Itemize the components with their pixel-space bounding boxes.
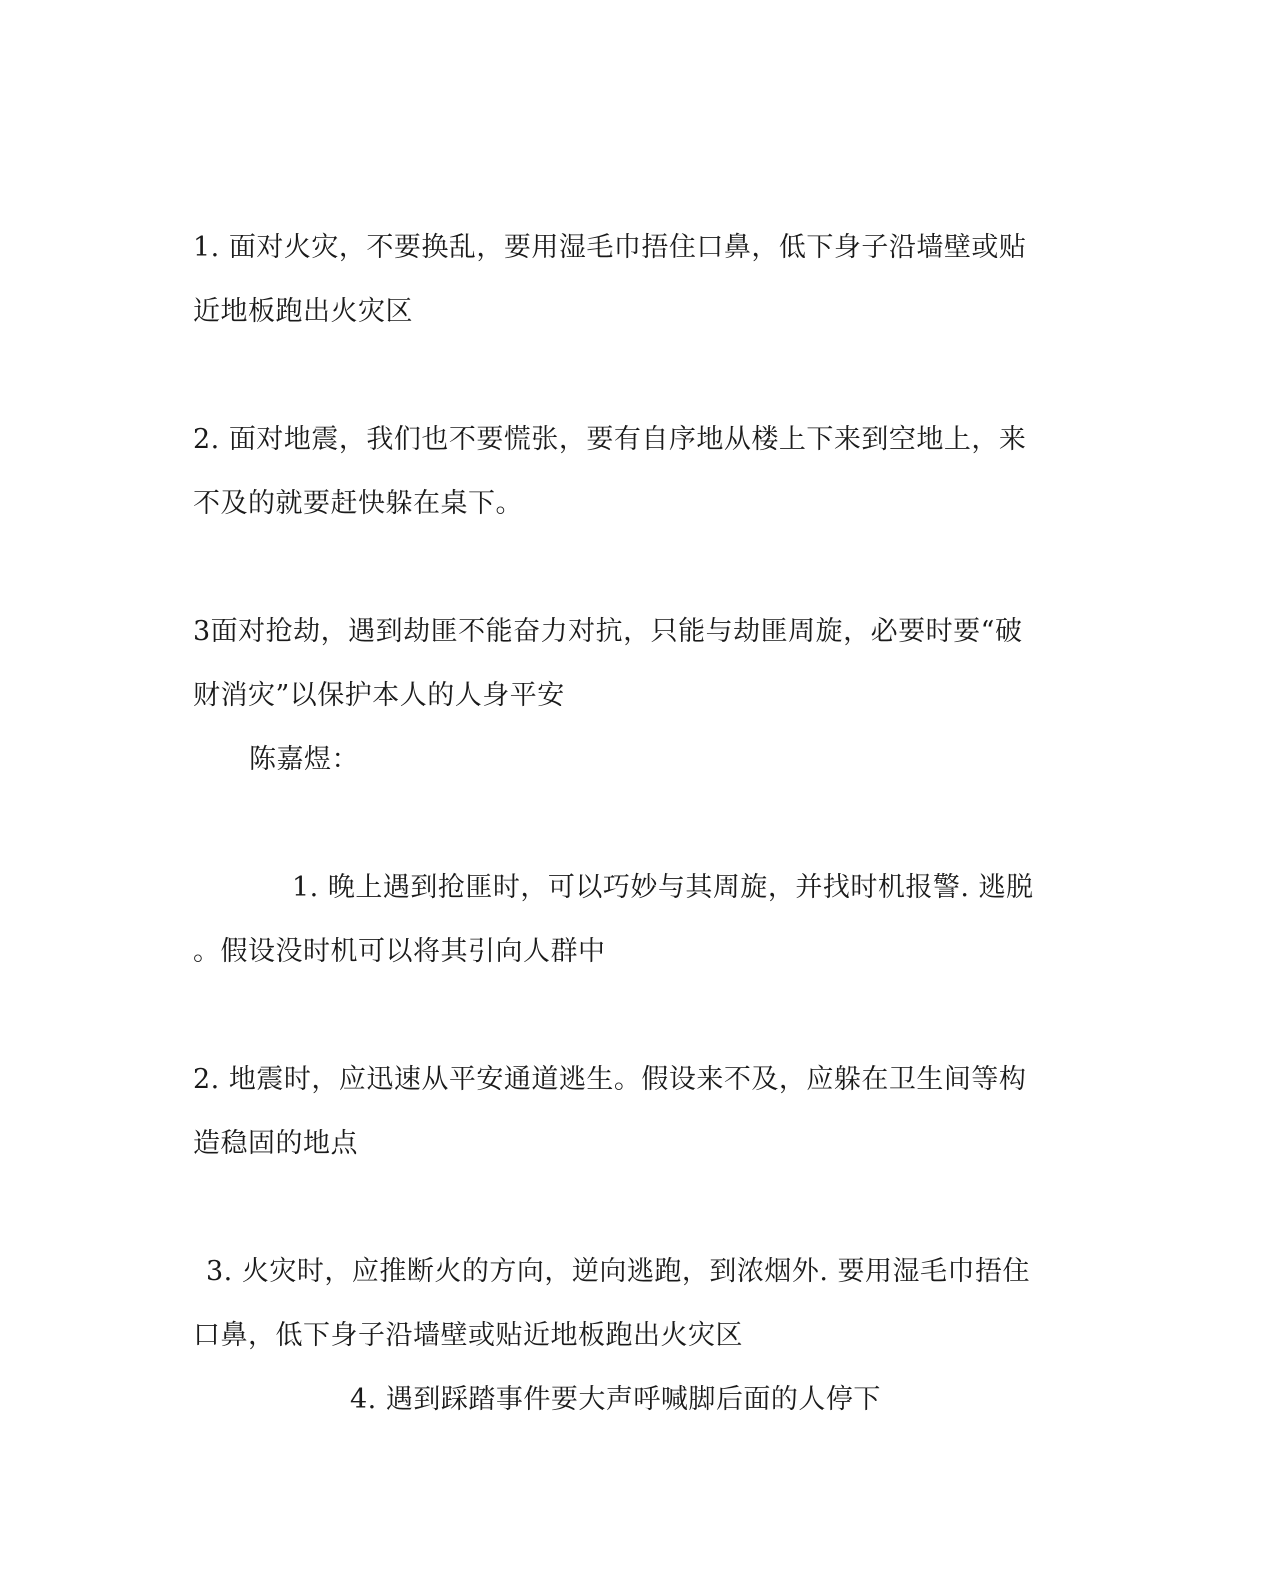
paragraph-2-line-2: 不及的就要赶快躲在桌下。 [193, 488, 523, 519]
paragraph-7-line-2: 口鼻，低下身子沿墙壁或贴近地板跑出火灾区 [193, 1320, 743, 1351]
paragraph-5-line-2: 。假设没时机可以将其引向人群中 [193, 936, 606, 967]
paragraph-3-line-1: 3面对抢劫，遇到劫匪不能奋力对抗，只能与劫匪周旋，必要时要“破 [193, 616, 1023, 647]
paragraph-7-line-1: 3. 火灾时，应推断火的方向，逆向逃跑，到浓烟外. 要用湿毛巾捂住 [206, 1256, 1031, 1287]
paragraph-1-line-1: 1. 面对火灾，不要换乱，要用湿毛巾捂住口鼻，低下身子沿墙壁或贴 [193, 232, 1027, 263]
paragraph-5-line-1: 1. 晚上遇到抢匪时，可以巧妙与其周旋，并找时机报警. 逃脱 [292, 872, 1034, 903]
author-name-line: 陈嘉煜： [249, 744, 359, 775]
paragraph-6-line-2: 造稳固的地点 [193, 1128, 358, 1159]
paragraph-6-line-1: 2. 地震时，应迅速从平安通道逃生。假设来不及，应躲在卫生间等构 [193, 1064, 1027, 1095]
paragraph-2-line-1: 2. 面对地震，我们也不要慌张，要有自序地从楼上下来到空地上，来 [193, 424, 1027, 455]
paragraph-3-line-2: 财消灾”以保护本人的人身平安 [193, 680, 565, 711]
paragraph-1-line-2: 近地板跑出火灾区 [193, 296, 413, 327]
paragraph-8-line-1: 4. 遇到踩踏事件要大声呼喊脚后面的人停下 [350, 1384, 881, 1415]
